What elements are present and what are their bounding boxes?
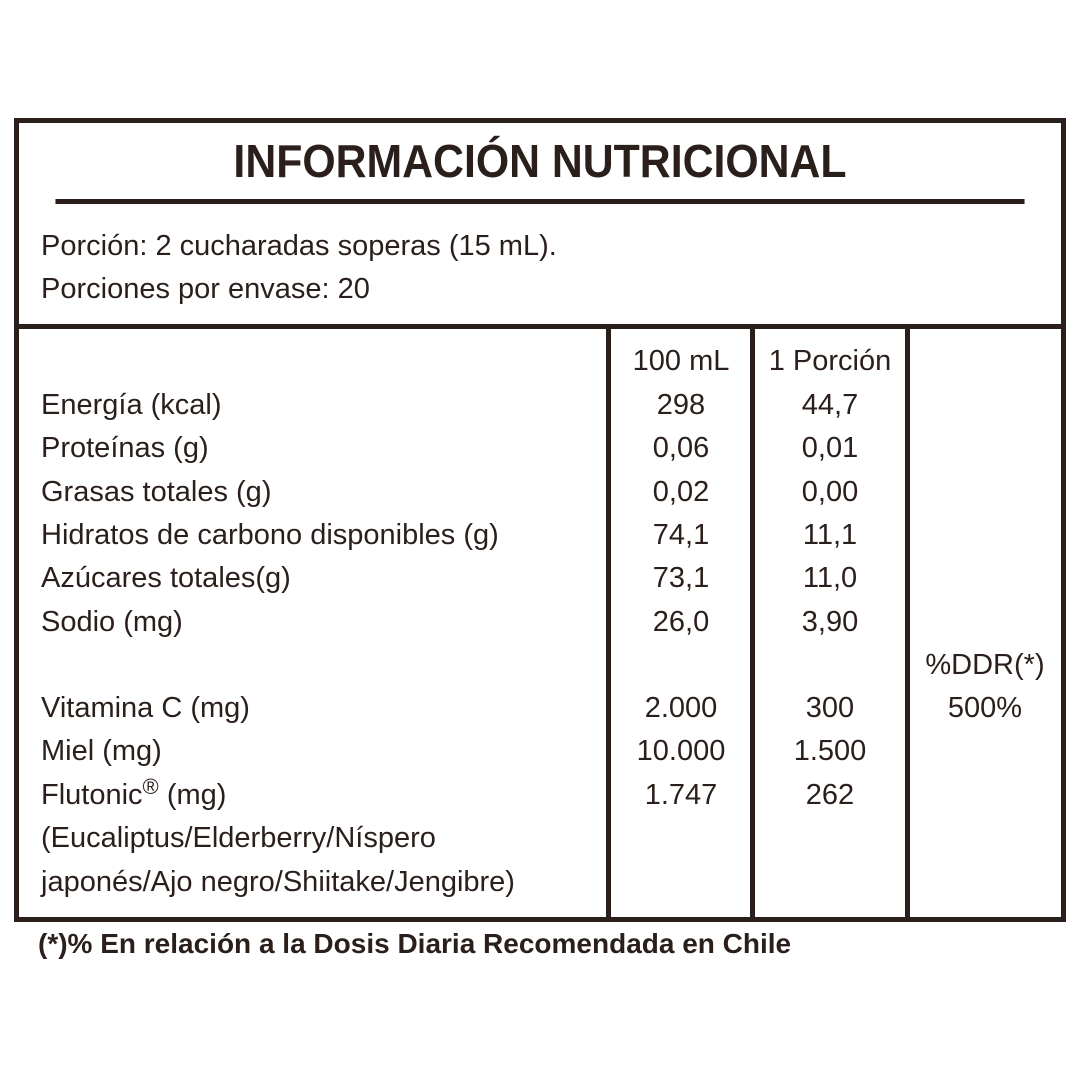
row-value-100ml: 74,1 xyxy=(652,519,710,551)
vitamin-c-value-portion: 300 xyxy=(805,692,855,724)
flutonic-label: Flutonic xyxy=(41,779,143,811)
row-name: Sodio (mg) xyxy=(41,606,183,638)
portions-per-package: Porciones por envase: 20 xyxy=(41,273,370,305)
serving-info xyxy=(19,204,1061,329)
footnote: (*)% En relación a la Dosis Diaria Recomendada en Chile xyxy=(38,928,792,959)
row-value-portion: 0,00 xyxy=(801,476,859,508)
flutonic-name xyxy=(41,774,227,812)
row-name: Grasas totales (g) xyxy=(41,476,272,508)
header-per-100ml: 100 mL xyxy=(632,345,730,377)
row-name: Hidratos de carbono disponibles (g) xyxy=(41,519,499,551)
flutonic-detail-line1: (Eucaliptus/Elderberry/Níspero xyxy=(41,822,436,854)
header-per-portion: 1 Porción xyxy=(768,345,892,377)
flutonic-value-100ml: 1.747 xyxy=(644,779,718,811)
portion-size: Porción: 2 cucharadas soperas (15 mL). xyxy=(41,230,557,262)
vitamin-c-ddr: 500% xyxy=(947,692,1023,724)
row-value-portion: 0,01 xyxy=(801,432,859,464)
column-divider xyxy=(905,329,910,917)
vitamin-c-name: Vitamina C (mg) xyxy=(41,692,250,724)
row-name: Energía (kcal) xyxy=(41,389,222,421)
registered-mark: ® xyxy=(142,774,159,799)
row-name: Proteínas (g) xyxy=(41,432,209,464)
vitamin-c-value-100ml: 2.000 xyxy=(644,692,718,724)
flutonic-detail-line2: japonés/Ajo negro/Shiitake/Jengibre) xyxy=(41,866,515,898)
flutonic-value-portion: 262 xyxy=(805,779,855,811)
row-value-100ml: 0,02 xyxy=(652,476,710,508)
row-value-portion: 44,7 xyxy=(801,389,859,421)
nutrition-facts-table xyxy=(14,118,1066,922)
row-value-portion: 3,90 xyxy=(801,606,859,638)
row-value-100ml: 26,0 xyxy=(652,606,710,638)
flutonic-unit: (mg) xyxy=(158,779,227,811)
row-name: Azúcares totales(g) xyxy=(41,562,291,594)
row-value-100ml: 0,06 xyxy=(652,432,710,464)
miel-value-portion: 1.500 xyxy=(793,735,867,767)
row-value-100ml: 298 xyxy=(656,389,706,421)
table-title: INFORMACIÓN NUTRICIONAL xyxy=(55,123,1024,204)
row-value-100ml: 73,1 xyxy=(652,562,710,594)
row-value-portion: 11,0 xyxy=(802,562,858,594)
header-ddr: %DDR(*) xyxy=(925,649,1045,681)
row-value-portion: 11,1 xyxy=(802,519,858,551)
miel-name: Miel (mg) xyxy=(41,735,162,767)
miel-value-100ml: 10.000 xyxy=(636,735,726,767)
nutrient-grid xyxy=(19,329,1061,917)
